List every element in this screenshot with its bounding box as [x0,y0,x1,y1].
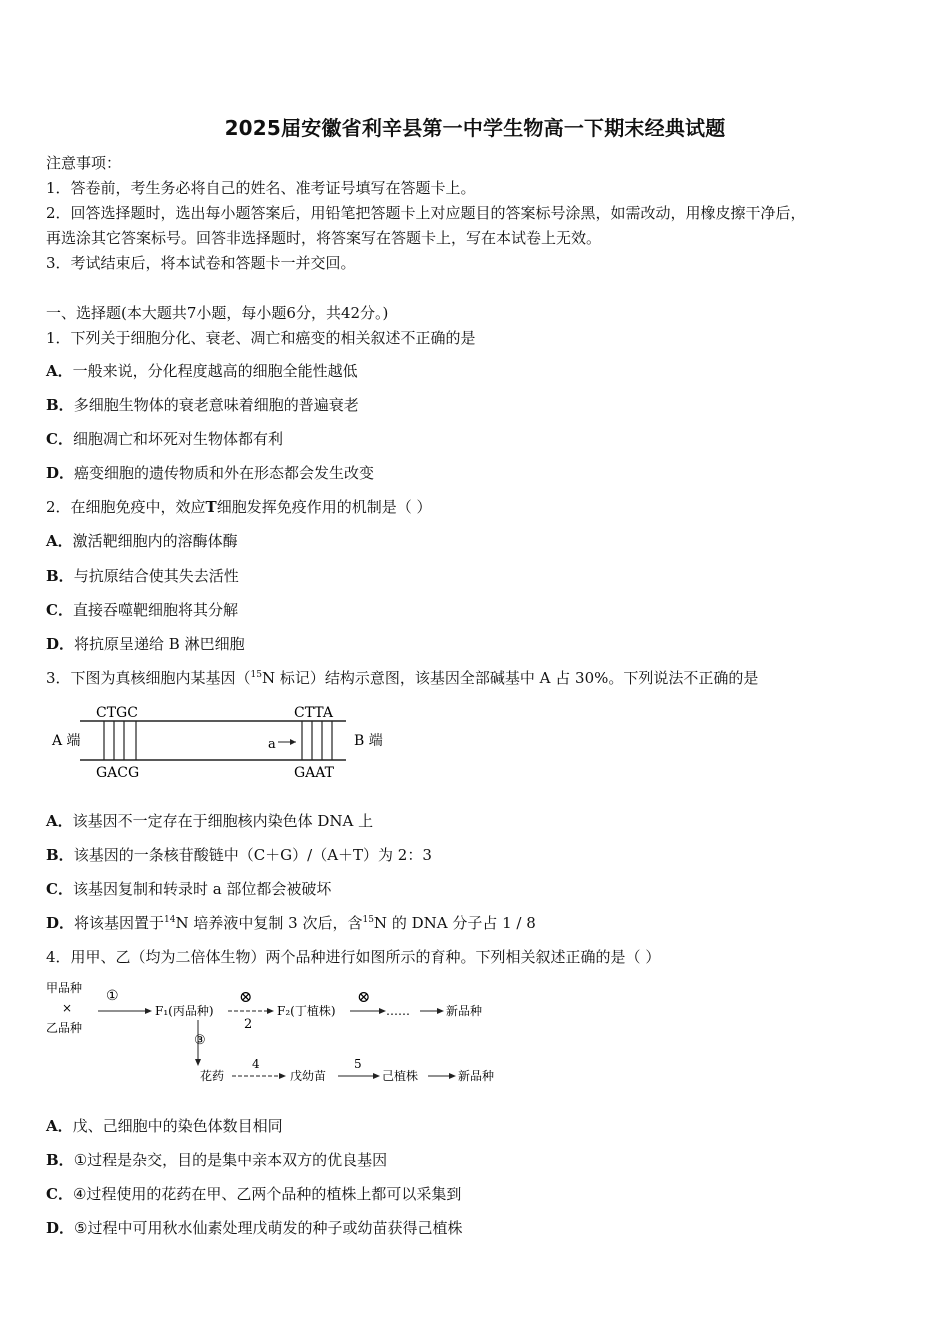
q4-option-b [46,1149,387,1170]
option-text: 将抗原呈递给 B 淋巴细胞 [74,635,245,653]
q2-option-a [46,530,238,551]
option-text: 该基因不一定存在于细胞核内染色体 DNA 上 [72,812,374,830]
q3-option-c [46,878,331,899]
q1-option-b [46,394,359,415]
selfing-symbol-2: ⊗ [357,987,371,1006]
new-variety-2: 新品种 [458,1069,495,1083]
option-text: 多细胞生物体的衰老意味着细胞的普遍衰老 [73,396,359,414]
ellipsis-dots: …… [386,1004,410,1018]
note-item: 3．考试结束后，将本试卷和答题卡一并交回。 [46,254,356,272]
q3-option-d [46,912,536,933]
gene-top-right-seq: CTTA [294,705,333,721]
f2-label: F₂(丁植株) [277,1004,336,1018]
step-4-label: 4 [252,1057,260,1071]
option-text: 与抗原结合使其失去活性 [73,567,239,585]
jia-variety-label: 甲品种 [46,981,83,995]
pollen-label: 花药 [200,1069,225,1083]
new-variety-1: 新品种 [446,1004,483,1018]
option-letter: A． [46,812,73,830]
option-letter: D． [46,914,75,932]
gene-a-end-label: A 端 [52,733,81,749]
option-text: ④过程使用的花药在甲、乙两个品种的植株上都可以采集到 [72,1185,462,1203]
option-letter: D． [46,464,75,482]
option-letter: C． [46,430,73,448]
stem-part: T [205,498,217,516]
option-letter: B． [46,396,74,414]
option-text: 戊、己细胞中的染色体数目相同 [72,1117,283,1135]
q2-option-b [46,565,239,586]
arrowhead [145,1008,152,1014]
option-text: N 的 DNA 分子占 1 / 8 [373,914,536,932]
question-3-stem [46,667,758,688]
gene-bottom-right-seq: GAAT [294,765,334,781]
option-letter: A． [46,362,73,380]
superscript: 14 [164,915,176,925]
arrowhead [279,1073,286,1079]
breeding-diagram [44,978,524,1090]
question-2-stem [46,496,432,517]
option-letter: B． [46,846,74,864]
stem-part: 细胞发挥免疫作用的机制是（ ） [216,498,432,516]
option-text: 直接吞噬靶细胞将其分解 [72,601,238,619]
option-letter: C． [46,1185,73,1203]
section-heading: 一、选择题(本大题共7小题，每小题6分，共42分。) [46,304,389,322]
yi-variety-label: 乙品种 [46,1021,83,1035]
f1-label: F₁(丙品种) [155,1004,214,1018]
option-text: 将该基因置于 [74,914,165,932]
option-text: 激活靶细胞内的溶酶体酶 [72,532,238,550]
arrowhead [267,1008,274,1014]
option-letter: D． [46,1219,75,1237]
stem-part: 2．在细胞免疫中，效应 [46,498,206,516]
exam-title: 2025届安徽省利辛县第一中学生物高一下期末经典试题 [224,116,726,140]
ji-plant-label: 己植株 [382,1069,419,1083]
stem-part: 3．下图为真核细胞内某基因（ [46,669,251,687]
wu-seedling-label: 戊幼苗 [290,1069,327,1083]
arrowhead [373,1073,380,1079]
arrowhead [437,1008,444,1014]
note-item: 2．回答选择题时，选出每小题答案后，用铅笔把答题卡上对应题目的答案标号涂黑，如需改动，用橡皮擦干净后， [46,204,806,222]
option-text: 癌变细胞的遗传物质和外在形态都会发生改变 [74,464,375,482]
step-5-label: 5 [354,1057,362,1071]
note-item: 1．答卷前，考生务必将自己的姓名、准考证号填写在答题卡上。 [46,179,476,197]
gene-structure-diagram [46,700,406,790]
option-letter: C． [46,880,73,898]
q2-option-c [46,599,238,620]
step-2-label: 2 [244,1017,253,1032]
option-text: N 培养液中复制 3 次后，含 [175,914,363,932]
marker-arrowhead [290,739,296,745]
q4-option-a [46,1115,283,1136]
q1-option-c [46,428,283,449]
q3-option-b [46,844,432,865]
marker-a-label: a [268,737,276,752]
stem-part: N 标记）结构示意图，该基因全部碱基中 A 占 30%。下列说法不正确的是 [262,669,759,687]
superscript: 15 [250,670,262,680]
arrowhead [379,1008,386,1014]
option-letter: C． [46,601,73,619]
q2-option-d [46,633,245,654]
step-1-label: ① [106,988,119,1004]
option-letter: A． [46,532,73,550]
cross-symbol: × [62,1001,73,1015]
option-text: 该基因的一条核苷酸链中（C＋G）/（A＋T）为 2：3 [73,846,432,864]
notes-heading: 注意事项： [46,154,122,172]
q3-option-a [46,810,373,831]
arrowhead [449,1073,456,1079]
option-letter: D． [46,635,75,653]
option-letter: A． [46,1117,73,1135]
gene-bottom-left-seq: GACG [96,765,140,781]
option-text: ①过程是杂交，目的是集中亲本双方的优良基因 [73,1151,388,1169]
arrowhead [195,1059,201,1066]
step-3-label: ③ [194,1033,206,1048]
q1-option-d [46,462,374,483]
option-text: 细胞凋亡和坏死对生物体都有利 [72,430,283,448]
q1-option-a [46,360,358,381]
question-1-stem: 1．下列关于细胞分化、衰老、凋亡和癌变的相关叙述不正确的是 [46,329,476,347]
option-text: ⑤过程中可用秋水仙素处理戊萌发的种子或幼苗获得己植株 [74,1219,463,1237]
gene-top-left-seq: CTGC [96,705,138,721]
question-4-stem: 4．用甲、乙（均为二倍体生物）两个品种进行如图所示的育种。下列相关叙述正确的是（ ） [46,948,661,966]
q4-option-c [46,1183,461,1204]
superscript: 15 [362,915,374,925]
option-letter: B． [46,1151,74,1169]
option-text: 该基因复制和转录时 a 部位都会被破坏 [72,880,332,898]
option-text: 一般来说，分化程度越高的细胞全能性越低 [72,362,358,380]
note-item: 再选涂其它答案标号。回答非选择题时，将答案写在答题卡上，写在本试卷上无效。 [46,229,602,247]
q4-option-d [46,1217,462,1238]
option-letter: B． [46,567,74,585]
gene-b-end-label: B 端 [354,733,383,749]
selfing-symbol-1: ⊗ [239,987,253,1006]
